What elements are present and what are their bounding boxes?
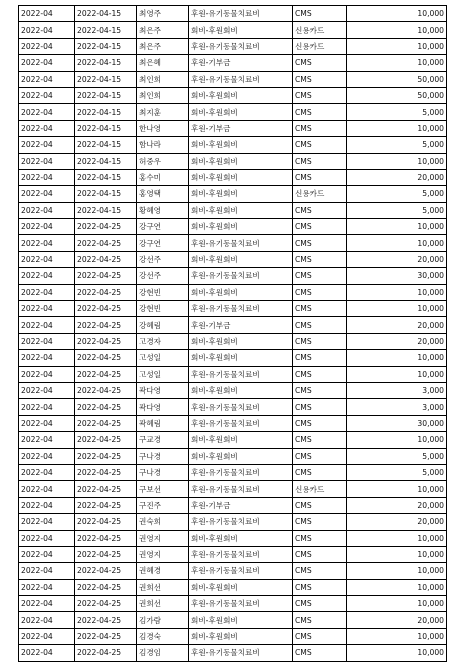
category-cell: 회비-후원회비 — [189, 448, 293, 464]
date-cell: 2022-04-25 — [75, 579, 137, 595]
date-cell: 2022-04-15 — [75, 38, 137, 54]
month-cell: 2022-04 — [19, 432, 75, 448]
table-row — [19, 284, 447, 300]
amount-cell: 3,000 — [347, 382, 447, 398]
payment-method-cell: CMS — [293, 6, 347, 22]
donor-name-cell: 권숙희 — [137, 514, 189, 530]
date-cell: 2022-04-15 — [75, 104, 137, 120]
date-cell: 2022-04-15 — [75, 71, 137, 87]
category-cell: 후원-기부금 — [189, 317, 293, 333]
donor-name-cell: 김경임 — [137, 645, 189, 661]
month-cell: 2022-04 — [19, 301, 75, 317]
date-cell: 2022-04-15 — [75, 186, 137, 202]
payment-method-cell: CMS — [293, 268, 347, 284]
table-row — [19, 464, 447, 480]
payment-method-cell: CMS — [293, 137, 347, 153]
payment-method-cell: CMS — [293, 448, 347, 464]
donor-name-cell: 고성일 — [137, 350, 189, 366]
amount-cell: 20,000 — [347, 317, 447, 333]
date-cell: 2022-04-25 — [75, 415, 137, 431]
month-cell: 2022-04 — [19, 497, 75, 513]
date-cell: 2022-04-25 — [75, 284, 137, 300]
category-cell: 회비-후원회비 — [189, 169, 293, 185]
table-row — [19, 612, 447, 628]
date-cell: 2022-04-25 — [75, 628, 137, 644]
month-cell: 2022-04 — [19, 448, 75, 464]
donor-name-cell: 고경자 — [137, 333, 189, 349]
category-cell: 후원-유기동물치료비 — [189, 366, 293, 382]
amount-cell: 10,000 — [347, 579, 447, 595]
table-row — [19, 432, 447, 448]
amount-cell: 10,000 — [347, 645, 447, 661]
donor-name-cell: 한나영 — [137, 120, 189, 136]
date-cell: 2022-04-15 — [75, 169, 137, 185]
amount-cell: 10,000 — [347, 530, 447, 546]
date-cell: 2022-04-25 — [75, 235, 137, 251]
table-row — [19, 301, 447, 317]
amount-cell: 20,000 — [347, 169, 447, 185]
month-cell: 2022-04 — [19, 333, 75, 349]
month-cell: 2022-04 — [19, 317, 75, 333]
payment-method-cell: CMS — [293, 399, 347, 415]
donor-name-cell: 강구연 — [137, 219, 189, 235]
date-cell: 2022-04-25 — [75, 448, 137, 464]
donor-name-cell: 권혜경 — [137, 563, 189, 579]
date-cell: 2022-04-15 — [75, 202, 137, 218]
table-row — [19, 120, 447, 136]
amount-cell: 20,000 — [347, 612, 447, 628]
donor-name-cell: 최지훈 — [137, 104, 189, 120]
month-cell: 2022-04 — [19, 87, 75, 103]
table-row — [19, 137, 447, 153]
payment-method-cell: 신용카드 — [293, 22, 347, 38]
payment-method-cell: CMS — [293, 497, 347, 513]
payment-method-cell: CMS — [293, 104, 347, 120]
table-row — [19, 596, 447, 612]
donor-name-cell: 최은주 — [137, 38, 189, 54]
donor-name-cell: 최은혜 — [137, 55, 189, 71]
date-cell: 2022-04-25 — [75, 366, 137, 382]
date-cell: 2022-04-25 — [75, 382, 137, 398]
date-cell: 2022-04-25 — [75, 333, 137, 349]
amount-cell: 20,000 — [347, 333, 447, 349]
category-cell: 후원-기부금 — [189, 497, 293, 513]
category-cell: 회비-후원회비 — [189, 333, 293, 349]
month-cell: 2022-04 — [19, 169, 75, 185]
amount-cell: 10,000 — [347, 120, 447, 136]
amount-cell: 10,000 — [347, 38, 447, 54]
category-cell: 회비-후원회비 — [189, 579, 293, 595]
table-row — [19, 317, 447, 333]
month-cell: 2022-04 — [19, 235, 75, 251]
table-row — [19, 366, 447, 382]
amount-cell: 10,000 — [347, 219, 447, 235]
donor-name-cell: 강현빈 — [137, 301, 189, 317]
month-cell: 2022-04 — [19, 55, 75, 71]
donor-name-cell: 강선주 — [137, 251, 189, 267]
donor-name-cell: 함나라 — [137, 137, 189, 153]
month-cell: 2022-04 — [19, 120, 75, 136]
amount-cell: 20,000 — [347, 514, 447, 530]
table-row — [19, 448, 447, 464]
date-cell: 2022-04-25 — [75, 301, 137, 317]
amount-cell: 50,000 — [347, 87, 447, 103]
month-cell: 2022-04 — [19, 399, 75, 415]
month-cell: 2022-04 — [19, 137, 75, 153]
category-cell: 후원-유기동물치료비 — [189, 464, 293, 480]
date-cell: 2022-04-15 — [75, 22, 137, 38]
month-cell: 2022-04 — [19, 22, 75, 38]
month-cell: 2022-04 — [19, 481, 75, 497]
donor-name-cell: 구보선 — [137, 481, 189, 497]
amount-cell: 10,000 — [347, 563, 447, 579]
amount-cell: 5,000 — [347, 464, 447, 480]
amount-cell: 10,000 — [347, 350, 447, 366]
table-row — [19, 563, 447, 579]
payment-method-cell: CMS — [293, 612, 347, 628]
payment-method-cell: CMS — [293, 645, 347, 661]
month-cell: 2022-04 — [19, 186, 75, 202]
date-cell: 2022-04-25 — [75, 645, 137, 661]
payment-method-cell: CMS — [293, 366, 347, 382]
month-cell: 2022-04 — [19, 415, 75, 431]
month-cell: 2022-04 — [19, 366, 75, 382]
table-row — [19, 481, 447, 497]
table-row — [19, 38, 447, 54]
date-cell: 2022-04-25 — [75, 464, 137, 480]
category-cell: 회비-후원회비 — [189, 628, 293, 644]
donor-name-cell: 권영지 — [137, 530, 189, 546]
payment-method-cell: CMS — [293, 219, 347, 235]
month-cell: 2022-04 — [19, 219, 75, 235]
category-cell: 후원-유기동물치료비 — [189, 645, 293, 661]
date-cell: 2022-04-25 — [75, 432, 137, 448]
table-row — [19, 235, 447, 251]
month-cell: 2022-04 — [19, 38, 75, 54]
donor-name-cell: 구교경 — [137, 432, 189, 448]
amount-cell: 10,000 — [347, 22, 447, 38]
category-cell: 회비-후원회비 — [189, 186, 293, 202]
amount-cell: 30,000 — [347, 268, 447, 284]
payment-method-cell: CMS — [293, 415, 347, 431]
payment-method-cell: CMS — [293, 87, 347, 103]
amount-cell: 10,000 — [347, 432, 447, 448]
month-cell: 2022-04 — [19, 530, 75, 546]
payment-method-cell: 신용카드 — [293, 186, 347, 202]
date-cell: 2022-04-15 — [75, 55, 137, 71]
date-cell: 2022-04-25 — [75, 219, 137, 235]
payment-method-cell: CMS — [293, 251, 347, 267]
payment-method-cell: 신용카드 — [293, 481, 347, 497]
table-row — [19, 71, 447, 87]
date-cell: 2022-04-25 — [75, 350, 137, 366]
category-cell: 후원-유기동물치료비 — [189, 546, 293, 562]
payment-method-cell: CMS — [293, 202, 347, 218]
payment-method-cell: CMS — [293, 235, 347, 251]
table-row — [19, 186, 447, 202]
month-cell: 2022-04 — [19, 6, 75, 22]
table-row — [19, 169, 447, 185]
amount-cell: 10,000 — [347, 596, 447, 612]
payment-method-cell: CMS — [293, 546, 347, 562]
payment-method-cell: CMS — [293, 169, 347, 185]
donor-name-cell: 구나경 — [137, 448, 189, 464]
date-cell: 2022-04-15 — [75, 153, 137, 169]
payment-method-cell: CMS — [293, 464, 347, 480]
amount-cell: 10,000 — [347, 301, 447, 317]
donor-name-cell: 고성일 — [137, 366, 189, 382]
month-cell: 2022-04 — [19, 382, 75, 398]
donor-name-cell: 김가람 — [137, 612, 189, 628]
payment-method-cell: 신용카드 — [293, 38, 347, 54]
category-cell: 회비-후원회비 — [189, 22, 293, 38]
category-cell: 후원-유기동물치료비 — [189, 415, 293, 431]
donor-name-cell: 권희선 — [137, 596, 189, 612]
payment-method-cell: CMS — [293, 153, 347, 169]
table-row — [19, 497, 447, 513]
category-cell: 후원-유기동물치료비 — [189, 268, 293, 284]
donor-name-cell: 강선주 — [137, 268, 189, 284]
date-cell: 2022-04-25 — [75, 497, 137, 513]
month-cell: 2022-04 — [19, 563, 75, 579]
donor-name-cell: 최영주 — [137, 6, 189, 22]
month-cell: 2022-04 — [19, 612, 75, 628]
category-cell: 후원-유기동물치료비 — [189, 71, 293, 87]
date-cell: 2022-04-25 — [75, 268, 137, 284]
payment-method-cell: CMS — [293, 120, 347, 136]
donor-name-cell: 강구연 — [137, 235, 189, 251]
amount-cell: 10,000 — [347, 628, 447, 644]
donor-name-cell: 곽다영 — [137, 399, 189, 415]
category-cell: 후원-기부금 — [189, 120, 293, 136]
payment-method-cell: CMS — [293, 628, 347, 644]
amount-cell: 10,000 — [347, 153, 447, 169]
category-cell: 회비-후원회비 — [189, 153, 293, 169]
month-cell: 2022-04 — [19, 284, 75, 300]
table-row — [19, 333, 447, 349]
amount-cell: 50,000 — [347, 71, 447, 87]
table-row — [19, 579, 447, 595]
category-cell: 회비-후원회비 — [189, 137, 293, 153]
payment-method-cell: CMS — [293, 563, 347, 579]
category-cell: 회비-후원회비 — [189, 350, 293, 366]
amount-cell: 10,000 — [347, 481, 447, 497]
date-cell: 2022-04-25 — [75, 514, 137, 530]
month-cell: 2022-04 — [19, 464, 75, 480]
date-cell: 2022-04-25 — [75, 399, 137, 415]
payment-method-cell: CMS — [293, 71, 347, 87]
donor-name-cell: 최인희 — [137, 87, 189, 103]
amount-cell: 10,000 — [347, 6, 447, 22]
table-row — [19, 104, 447, 120]
amount-cell: 5,000 — [347, 104, 447, 120]
category-cell: 후원-유기동물치료비 — [189, 399, 293, 415]
month-cell: 2022-04 — [19, 645, 75, 661]
category-cell: 후원-유기동물치료비 — [189, 301, 293, 317]
category-cell: 회비-후원회비 — [189, 202, 293, 218]
category-cell: 후원-유기동물치료비 — [189, 481, 293, 497]
table-row — [19, 399, 447, 415]
donor-name-cell: 최은주 — [137, 22, 189, 38]
donor-name-cell: 황혜영 — [137, 202, 189, 218]
month-cell: 2022-04 — [19, 514, 75, 530]
date-cell: 2022-04-25 — [75, 596, 137, 612]
amount-cell: 5,000 — [347, 448, 447, 464]
table-row — [19, 251, 447, 267]
table-row — [19, 202, 447, 218]
donor-name-cell: 강현빈 — [137, 284, 189, 300]
category-cell: 후원-유기동물치료비 — [189, 514, 293, 530]
payment-method-cell: CMS — [293, 317, 347, 333]
month-cell: 2022-04 — [19, 104, 75, 120]
category-cell: 후원-유기동물치료비 — [189, 235, 293, 251]
donor-name-cell: 홍영택 — [137, 186, 189, 202]
table-row — [19, 87, 447, 103]
category-cell: 회비-후원회비 — [189, 432, 293, 448]
month-cell: 2022-04 — [19, 579, 75, 595]
payment-method-cell: CMS — [293, 514, 347, 530]
category-cell: 회비-후원회비 — [189, 87, 293, 103]
donor-name-cell: 김경숙 — [137, 628, 189, 644]
table-row — [19, 268, 447, 284]
payment-method-cell: CMS — [293, 333, 347, 349]
date-cell: 2022-04-25 — [75, 317, 137, 333]
category-cell: 회비-후원회비 — [189, 612, 293, 628]
month-cell: 2022-04 — [19, 251, 75, 267]
table-row — [19, 546, 447, 562]
table-row — [19, 219, 447, 235]
table-row — [19, 645, 447, 661]
donor-name-cell: 곽다영 — [137, 382, 189, 398]
donor-name-cell: 곽혜림 — [137, 415, 189, 431]
table-row — [19, 153, 447, 169]
table-row — [19, 514, 447, 530]
payment-method-cell: CMS — [293, 579, 347, 595]
month-cell: 2022-04 — [19, 350, 75, 366]
donor-name-cell: 권영지 — [137, 546, 189, 562]
payment-method-cell: CMS — [293, 382, 347, 398]
table-row — [19, 55, 447, 71]
payment-method-cell: CMS — [293, 530, 347, 546]
table-row — [19, 530, 447, 546]
date-cell: 2022-04-15 — [75, 137, 137, 153]
donor-name-cell: 강혜림 — [137, 317, 189, 333]
category-cell: 회비-후원회비 — [189, 284, 293, 300]
month-cell: 2022-04 — [19, 202, 75, 218]
table-row — [19, 628, 447, 644]
month-cell: 2022-04 — [19, 268, 75, 284]
table-row — [19, 6, 447, 22]
amount-cell: 3,000 — [347, 399, 447, 415]
category-cell: 회비-후원회비 — [189, 251, 293, 267]
table-row — [19, 382, 447, 398]
amount-cell: 5,000 — [347, 186, 447, 202]
amount-cell: 10,000 — [347, 55, 447, 71]
donor-name-cell: 구나경 — [137, 464, 189, 480]
category-cell: 후원-유기동물치료비 — [189, 38, 293, 54]
donor-name-cell: 홍수미 — [137, 169, 189, 185]
table-row — [19, 415, 447, 431]
table-row — [19, 22, 447, 38]
category-cell: 후원-기부금 — [189, 55, 293, 71]
amount-cell: 10,000 — [347, 546, 447, 562]
month-cell: 2022-04 — [19, 546, 75, 562]
amount-cell: 10,000 — [347, 284, 447, 300]
payment-method-cell: CMS — [293, 55, 347, 71]
category-cell: 회비-후원회비 — [189, 219, 293, 235]
payment-method-cell: CMS — [293, 284, 347, 300]
category-cell: 회비-후원회비 — [189, 530, 293, 546]
month-cell: 2022-04 — [19, 628, 75, 644]
month-cell: 2022-04 — [19, 153, 75, 169]
category-cell: 회비-후원회비 — [189, 382, 293, 398]
date-cell: 2022-04-25 — [75, 612, 137, 628]
date-cell: 2022-04-25 — [75, 481, 137, 497]
donor-name-cell: 허중우 — [137, 153, 189, 169]
donor-name-cell: 최인희 — [137, 71, 189, 87]
category-cell: 후원-유기동물치료비 — [189, 6, 293, 22]
month-cell: 2022-04 — [19, 71, 75, 87]
date-cell: 2022-04-25 — [75, 251, 137, 267]
donor-name-cell: 권희선 — [137, 579, 189, 595]
category-cell: 후원-유기동물치료비 — [189, 596, 293, 612]
payment-method-cell: CMS — [293, 350, 347, 366]
date-cell: 2022-04-25 — [75, 530, 137, 546]
payment-method-cell: CMS — [293, 301, 347, 317]
date-cell: 2022-04-15 — [75, 120, 137, 136]
amount-cell: 5,000 — [347, 137, 447, 153]
date-cell: 2022-04-25 — [75, 546, 137, 562]
category-cell: 회비-후원회비 — [189, 104, 293, 120]
donation-ledger-table — [18, 5, 447, 662]
date-cell: 2022-04-15 — [75, 6, 137, 22]
date-cell: 2022-04-25 — [75, 563, 137, 579]
category-cell: 후원-유기동물치료비 — [189, 563, 293, 579]
payment-method-cell: CMS — [293, 432, 347, 448]
amount-cell: 10,000 — [347, 235, 447, 251]
month-cell: 2022-04 — [19, 596, 75, 612]
amount-cell: 20,000 — [347, 251, 447, 267]
ledger-body — [19, 6, 447, 662]
payment-method-cell: CMS — [293, 596, 347, 612]
date-cell: 2022-04-15 — [75, 87, 137, 103]
table-row — [19, 350, 447, 366]
amount-cell: 10,000 — [347, 366, 447, 382]
amount-cell: 5,000 — [347, 202, 447, 218]
amount-cell: 30,000 — [347, 415, 447, 431]
amount-cell: 20,000 — [347, 497, 447, 513]
donor-name-cell: 구진주 — [137, 497, 189, 513]
